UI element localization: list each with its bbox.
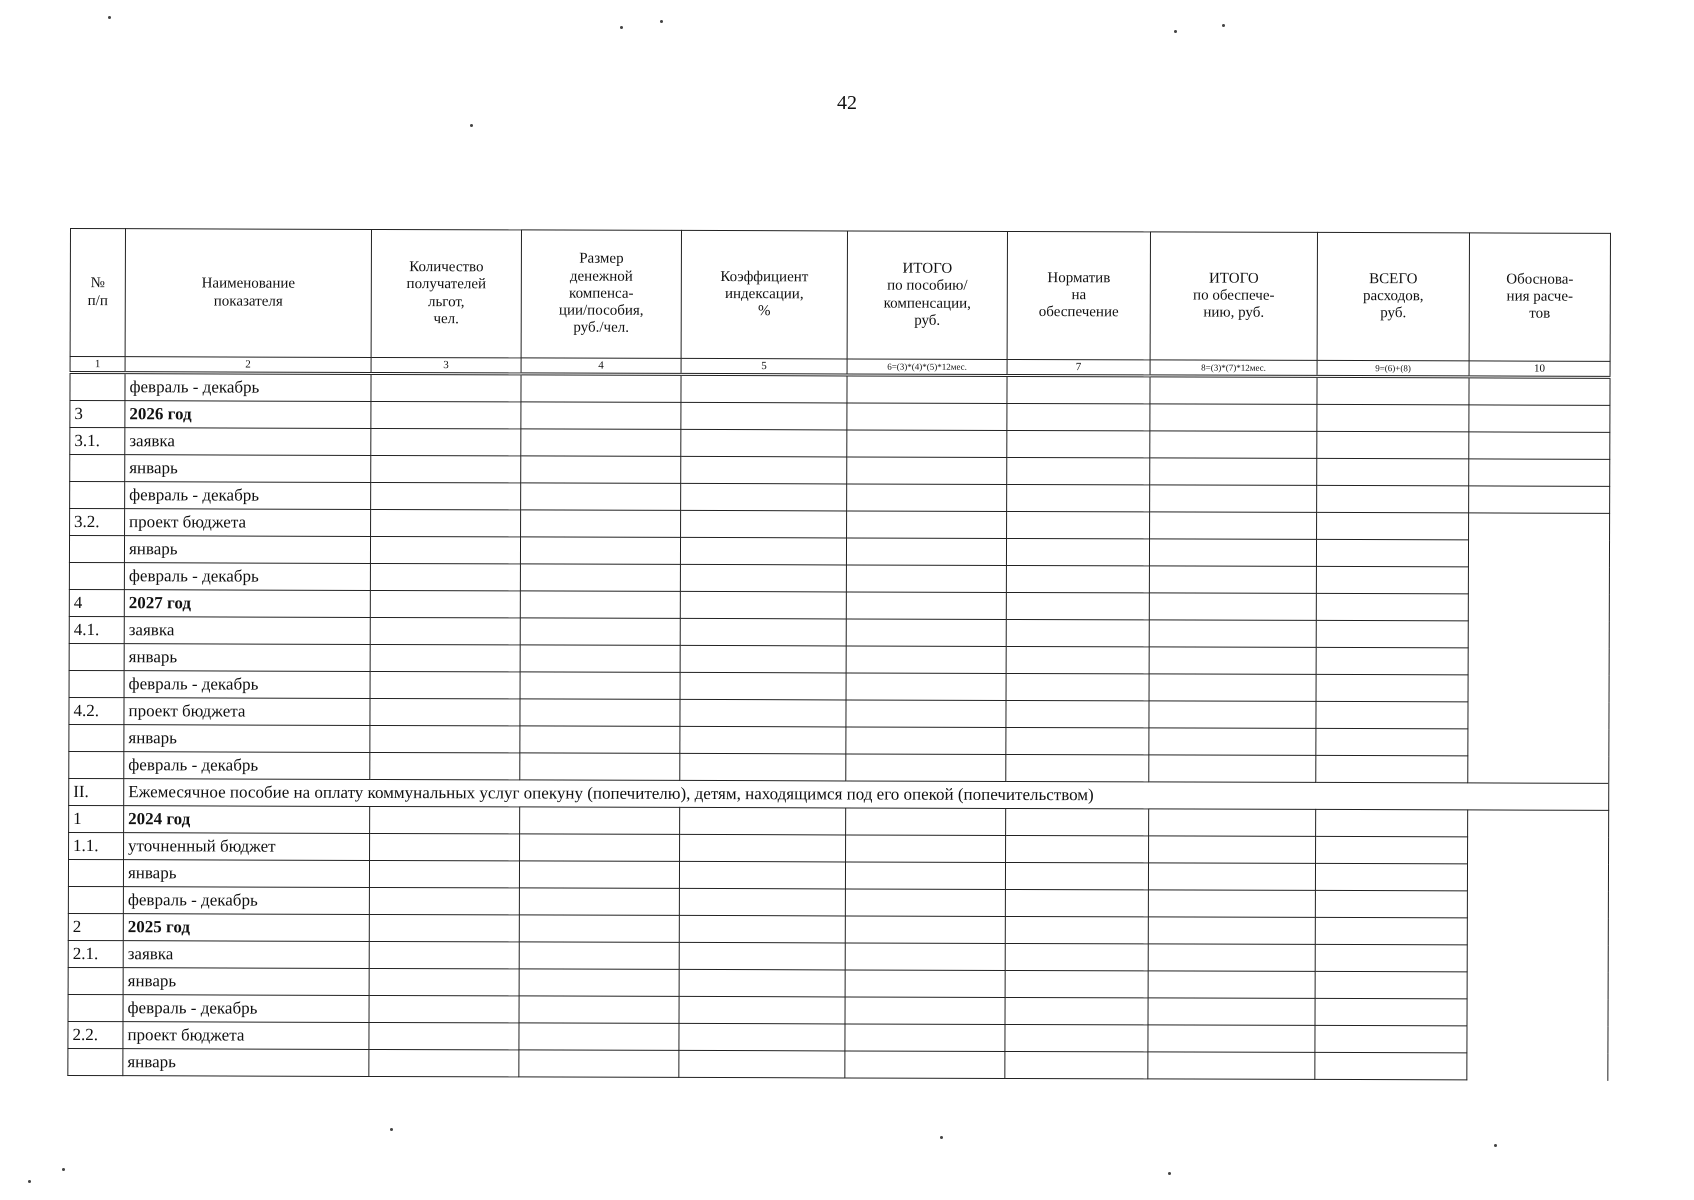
empty-cell [1006,592,1149,619]
empty-cell [520,753,680,781]
empty-cell [846,727,1006,755]
empty-cell [845,943,1005,971]
scan-speck [108,16,111,19]
empty-cell [1315,944,1467,971]
empty-cell [371,455,521,482]
row-number [70,373,125,401]
empty-cell [846,808,1006,836]
row-number: 3.1. [70,428,125,455]
empty-cell [680,672,846,700]
scan-speck [28,1180,31,1183]
empty-cell [520,537,680,565]
empty-cell [1005,1024,1148,1051]
empty-cell [1006,619,1149,646]
empty-cell [1467,864,1608,891]
empty-cell [681,483,847,511]
row-name: заявка [123,941,369,969]
row-name: февраль - декабрь [125,482,371,510]
empty-cell [1468,648,1609,675]
empty-cell [521,456,681,484]
empty-cell [1007,430,1150,457]
empty-cell [1149,593,1316,621]
empty-cell [1468,837,1609,864]
empty-cell [1316,620,1468,647]
empty-cell [680,618,846,646]
empty-cell [1149,620,1316,648]
empty-cell [1467,945,1608,972]
empty-cell [1469,377,1610,405]
empty-cell [1149,701,1316,729]
empty-cell [520,591,680,619]
empty-cell [520,618,680,646]
column-header: Обоснова- ния расче- тов [1469,233,1610,361]
empty-cell [1005,889,1148,916]
empty-cell [1316,728,1468,755]
scan-speck [1168,1172,1171,1175]
row-number [70,455,125,482]
column-header: № п/п [70,229,125,357]
empty-cell [680,807,846,835]
empty-cell [1467,891,1608,918]
empty-cell [371,482,521,509]
empty-cell [847,430,1007,458]
empty-cell [1005,916,1148,943]
empty-cell [1149,836,1316,864]
column-header: ВСЕГО расходов, руб. [1317,232,1469,360]
row-name: январь [124,536,370,564]
empty-cell [370,536,520,563]
empty-cell [680,726,846,754]
empty-cell [679,915,845,943]
empty-cell [846,565,1006,593]
empty-cell [1468,621,1609,648]
empty-cell [370,698,520,725]
column-header: Количество получателей льгот, чел. [371,229,521,357]
empty-cell [520,645,680,673]
row-number [69,751,124,778]
empty-cell [680,699,846,727]
empty-cell [679,969,845,997]
row-name: уточненный бюджет [124,833,370,861]
empty-cell [847,375,1007,404]
row-number: 4.2. [69,697,124,724]
row-number: II. [69,778,124,805]
empty-cell [1150,485,1317,513]
empty-cell [519,861,679,889]
row-name: 2027 год [124,590,370,618]
row-number [68,994,123,1021]
row-name: 2025 год [123,914,369,942]
empty-cell [847,484,1007,512]
row-number: 4.1. [69,616,124,643]
row-number: 1 [69,805,124,832]
row-name: заявка [125,428,371,456]
empty-cell [679,861,845,889]
empty-cell [1148,998,1315,1026]
empty-cell [370,752,520,779]
empty-cell [521,374,681,403]
empty-cell [1150,512,1317,540]
empty-cell [371,373,521,401]
empty-cell [846,700,1006,728]
row-name: февраль - декабрь [123,887,369,915]
empty-cell [681,429,847,457]
scan-speck [62,1168,65,1171]
empty-cell [1315,1052,1467,1079]
empty-cell [1006,700,1149,727]
empty-cell [1468,756,1609,783]
column-number: 8=(3)*(7)*12мес. [1150,360,1317,377]
empty-cell [519,915,679,943]
empty-cell [1315,890,1467,917]
empty-cell [520,834,680,862]
empty-cell [520,726,680,754]
empty-cell [1006,565,1149,592]
empty-cell [369,995,519,1022]
empty-cell [846,835,1006,863]
empty-cell [846,619,1006,647]
empty-cell [369,887,519,914]
row-name: февраль - декабрь [124,671,370,699]
empty-cell [1468,702,1609,729]
empty-cell [1316,539,1468,566]
scan-speck [940,1136,943,1139]
empty-cell [1148,863,1315,891]
scan-speck [470,124,473,127]
empty-cell [1005,997,1148,1024]
empty-cell [369,1049,519,1076]
row-name: январь [124,725,370,753]
empty-cell [1315,971,1467,998]
empty-cell [1316,836,1468,863]
empty-cell [846,754,1006,782]
row-name: январь [125,455,371,483]
empty-cell [845,997,1005,1025]
empty-cell [1468,729,1609,756]
empty-cell [1006,538,1149,565]
empty-cell [1469,513,1610,540]
empty-cell [369,1022,519,1049]
empty-cell [1468,594,1609,621]
empty-cell [1148,944,1315,972]
empty-cell [679,888,845,916]
empty-cell [1006,727,1149,754]
empty-cell [1316,701,1468,728]
empty-cell [1467,972,1608,999]
empty-cell [1148,1025,1315,1053]
empty-cell [1006,673,1149,700]
header-row [70,229,1610,362]
empty-cell [1316,647,1468,674]
empty-cell [1150,458,1317,486]
empty-cell [679,996,845,1024]
empty-cell [679,1050,845,1078]
empty-cell [679,1023,845,1051]
empty-cell [1005,943,1148,970]
empty-cell [1005,862,1148,889]
empty-cell [369,914,519,941]
empty-cell [1149,539,1316,567]
column-header: Размер денежной компенса- ции/пособия, руб./чел. [521,230,681,359]
empty-cell [1316,566,1468,593]
empty-cell [1149,755,1316,783]
empty-cell [1148,917,1315,945]
empty-cell [845,916,1005,944]
empty-cell [1467,918,1608,945]
empty-cell [845,970,1005,998]
empty-cell [1315,863,1467,890]
row-number: 3.2. [70,509,125,536]
row-number [68,1048,123,1075]
empty-cell [1007,484,1150,511]
column-header: Норматив на обеспечение [1007,231,1150,359]
empty-cell [1468,540,1609,567]
empty-cell [370,563,520,590]
row-number [68,859,123,886]
column-number: 2 [125,357,371,374]
empty-cell [521,483,681,511]
empty-cell [1315,998,1467,1025]
empty-cell [370,725,520,752]
empty-cell [679,942,845,970]
table-row [68,1048,1608,1080]
column-number: 4 [521,358,681,375]
row-name: январь [123,968,369,996]
empty-cell [520,807,680,835]
empty-cell [370,806,520,833]
row-name: февраль - декабрь [125,373,371,402]
column-header: ИТОГО по обеспече- нию, руб. [1150,232,1317,361]
scan-speck [1494,1144,1497,1147]
empty-cell [370,644,520,671]
empty-cell [1149,647,1316,675]
empty-cell [1317,431,1469,458]
row-number [69,536,124,563]
scan-speck [660,20,663,23]
empty-cell [1006,808,1149,835]
row-name: февраль - декабрь [123,995,369,1023]
empty-cell [1469,432,1610,459]
empty-cell [1469,405,1610,432]
empty-cell [519,1023,679,1051]
empty-cell [1149,566,1316,594]
empty-cell [520,672,680,700]
scan-speck [620,26,623,29]
empty-cell [681,374,847,403]
scan-speck [1222,24,1225,27]
empty-cell [1317,512,1469,539]
empty-cell [1148,1052,1315,1080]
empty-cell [1316,755,1468,782]
empty-cell [1150,376,1317,405]
empty-cell [681,510,847,538]
empty-cell [1317,485,1469,512]
empty-cell [847,511,1007,539]
empty-cell [1005,970,1148,997]
empty-cell [1467,999,1608,1026]
empty-cell [371,428,521,455]
row-name: январь [123,1049,369,1077]
table-body [68,373,1610,1081]
empty-cell [521,429,681,457]
row-number: 3 [70,401,125,428]
empty-cell [1149,728,1316,756]
row-name: проект бюджета [124,698,370,726]
empty-cell [1317,458,1469,485]
row-name: 2024 год [124,806,370,834]
empty-cell [1150,404,1317,432]
empty-cell [1005,1051,1148,1078]
empty-cell [1149,674,1316,702]
empty-cell [1469,459,1610,486]
row-name: февраль - декабрь [124,563,370,591]
empty-cell [1316,809,1468,836]
empty-cell [519,888,679,916]
empty-cell [1468,675,1609,702]
empty-cell [1007,457,1150,484]
empty-cell [1467,1026,1608,1053]
column-number: 5 [681,358,847,375]
empty-cell [369,941,519,968]
row-name: проект бюджета [125,509,371,537]
empty-cell [847,403,1007,431]
empty-cell [371,509,521,536]
row-name: 2026 год [125,401,371,429]
row-name: заявка [124,617,370,645]
page-number: 42 [837,92,857,114]
empty-cell [1150,431,1317,459]
empty-cell [1469,486,1610,513]
row-number [68,886,123,913]
empty-cell [681,456,847,484]
row-number [70,482,125,509]
empty-cell [1315,1025,1467,1052]
empty-cell [1317,376,1469,404]
empty-cell [681,402,847,430]
empty-cell [369,968,519,995]
empty-cell [845,1051,1005,1079]
empty-cell [845,1024,1005,1052]
empty-cell [680,537,846,565]
empty-cell [370,590,520,617]
empty-cell [521,402,681,430]
empty-cell [1467,1053,1608,1080]
empty-cell [846,538,1006,566]
empty-cell [680,591,846,619]
budget-table-wrapper [67,228,1610,1081]
row-name: январь [124,644,370,672]
column-number: 7 [1007,359,1150,375]
empty-cell [1007,511,1150,538]
row-name: февраль - декабрь [124,752,370,780]
empty-cell [846,673,1006,701]
empty-cell [371,401,521,428]
empty-cell [847,457,1007,485]
empty-cell [845,889,1005,917]
column-header: ИТОГО по пособию/ компенсации, руб. [847,231,1007,360]
empty-cell [1468,810,1609,837]
empty-cell [1007,375,1150,403]
empty-cell [519,942,679,970]
row-name: январь [123,860,369,888]
column-number: 3 [371,357,521,373]
empty-cell [1317,404,1469,431]
row-number: 1.1. [69,832,124,859]
empty-cell [680,753,846,781]
column-number: 1 [70,357,125,373]
empty-cell [370,833,520,860]
column-number: 6=(3)*(4)*(5)*12мес. [847,359,1007,376]
row-number [69,562,124,589]
empty-cell [1316,674,1468,701]
row-name: проект бюджета [123,1022,369,1050]
empty-cell [369,860,519,887]
empty-cell [680,834,846,862]
empty-cell [1148,890,1315,918]
empty-cell [370,617,520,644]
column-header: Наименование показателя [125,229,371,358]
empty-cell [1148,971,1315,999]
empty-cell [519,996,679,1024]
empty-cell [519,969,679,997]
empty-cell [520,564,680,592]
empty-cell [846,592,1006,620]
empty-cell [1007,403,1150,430]
row-number: 2.1. [68,940,123,967]
empty-cell [1006,646,1149,673]
budget-table [67,228,1611,1081]
column-header: Коэффициент индексации, % [681,230,847,359]
empty-cell [1149,809,1316,837]
row-number: 2.2. [68,1021,123,1048]
empty-cell [519,1050,679,1078]
column-number: 9=(6)+(8) [1317,360,1469,376]
row-number: 4 [69,589,124,616]
empty-cell [1006,835,1149,862]
row-number [68,967,123,994]
empty-cell [680,645,846,673]
empty-cell [1315,917,1467,944]
empty-cell [1468,567,1609,594]
empty-cell [521,510,681,538]
column-number: 10 [1469,361,1610,377]
section-title: Ежемесячное пособие на оплату коммунальных услуг опекуну (попечителю), детям, находящимся под его опекой (попечительством) [124,779,1609,811]
empty-cell [370,671,520,698]
row-number [69,643,124,670]
row-number [69,670,124,697]
empty-cell [680,564,846,592]
row-number: 2 [68,913,123,940]
row-number [69,724,124,751]
scan-speck [390,1128,393,1131]
empty-cell [845,862,1005,890]
empty-cell [520,699,680,727]
empty-cell [1006,754,1149,781]
scan-speck [1174,30,1177,33]
empty-cell [846,646,1006,674]
empty-cell [1316,593,1468,620]
